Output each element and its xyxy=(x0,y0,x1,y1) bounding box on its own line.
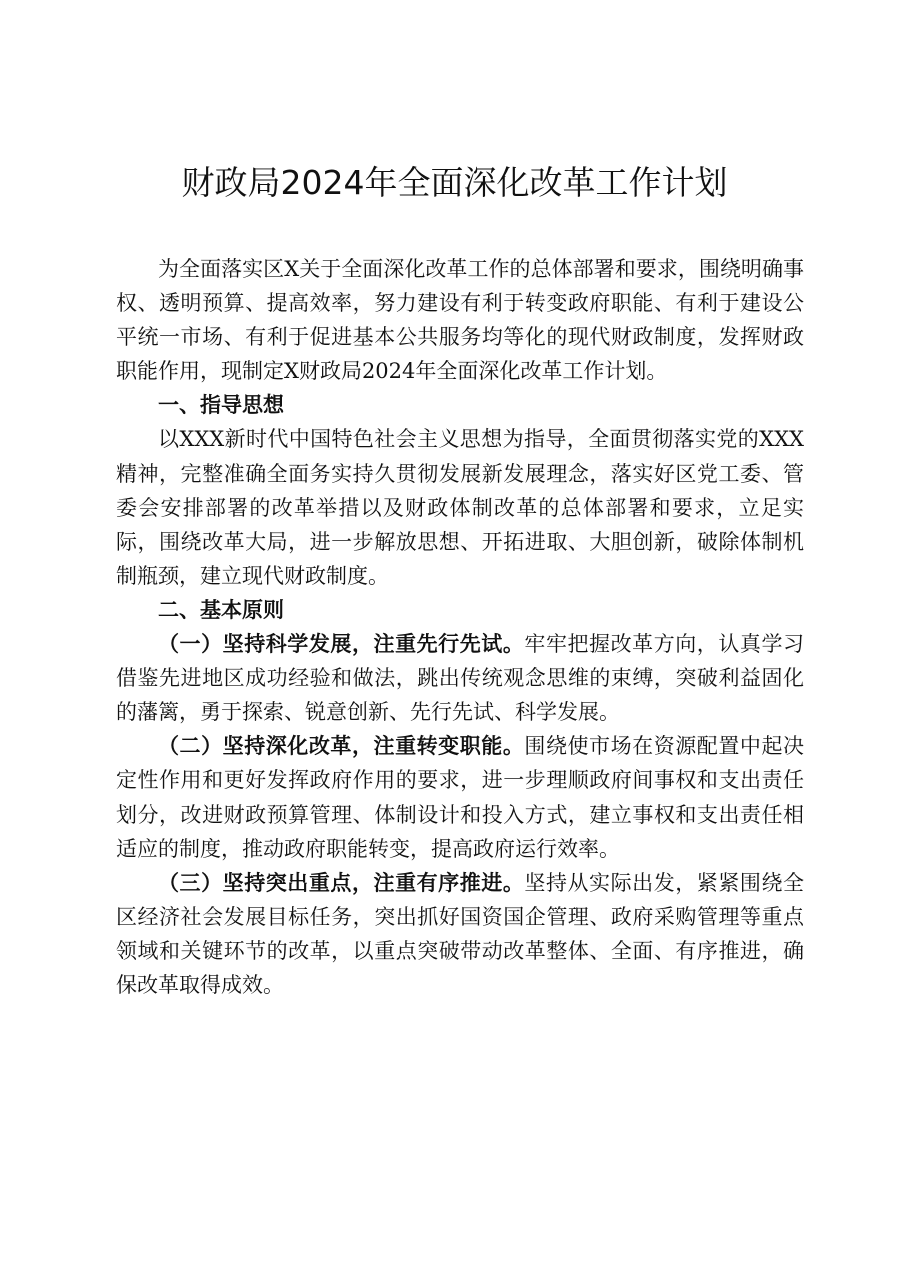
principle-item-1 xyxy=(116,627,804,729)
guiding-ideology-paragraph: 以XXX新时代中国特色社会主义思想为指导，全面贯彻落实党的XXX精神，完整准确全面务实持久贯彻发展新发展理念，落实好区党工委、管委会安排部署的改革举措以及财政体制改革的总体部署和要求，立足实际，围绕改革大局，进一步解放思想、开拓进取、大胆创新，破除体制机制瓶颈，建立现代财政制度。 xyxy=(116,427,804,588)
section-heading-basic-principles: 二、基本原则 xyxy=(158,597,284,622)
principle-item-3 xyxy=(116,866,804,1002)
section-heading-guiding-ideology: 一、指导思想 xyxy=(158,393,284,418)
principle-3-lead: （三）坚持突出重点，注重有序推进。 xyxy=(158,870,525,895)
document-title: 财政局2024年全面深化改革工作计划 xyxy=(181,163,728,202)
principle-1-text: 牢牢把握改革方向，认真学习借鉴先进地区成功经验和做法，跳出传统观念思维的束缚，突破利益固化的藩篱，勇于探索、锐意创新、先行先试、科学发展。 xyxy=(116,632,805,725)
principle-item-2 xyxy=(116,729,804,865)
intro-paragraph: 为全面落实区X关于全面深化改革工作的总体部署和要求，围绕明确事权、透明预算、提高效率，努力建设有利于转变政府职能、有利于建设公平统一市场、有利于促进基本公共服务均等化的现代财政制度，发挥财政职能作用，现制定X财政局2024年全面深化改革工作计划。 xyxy=(116,257,804,384)
principle-1-lead: （一）坚持科学发展，注重先行先试。 xyxy=(158,632,525,657)
document-body xyxy=(116,252,804,1002)
principle-2-lead: （二）坚持深化改革，注重转变职能。 xyxy=(158,734,525,759)
principle-2-text: 围绕使市场在资源配置中起决定性作用和更好发挥政府作用的要求，进一步理顺政府间事权和支出责任划分，改进财政预算管理、体制设计和投入方式，建立事权和支出责任相适应的制度，推动政府职能转变，提高政府运行效率。 xyxy=(116,734,805,861)
principle-3-text: 坚持从实际出发，紧紧围绕全区经济社会发展目标任务，突出抓好国资国企管理、政府采购管理等重点领域和关键环节的改革，以重点突破带动改革整体、全面、有序推进，确保改革取得成效。 xyxy=(116,870,805,997)
